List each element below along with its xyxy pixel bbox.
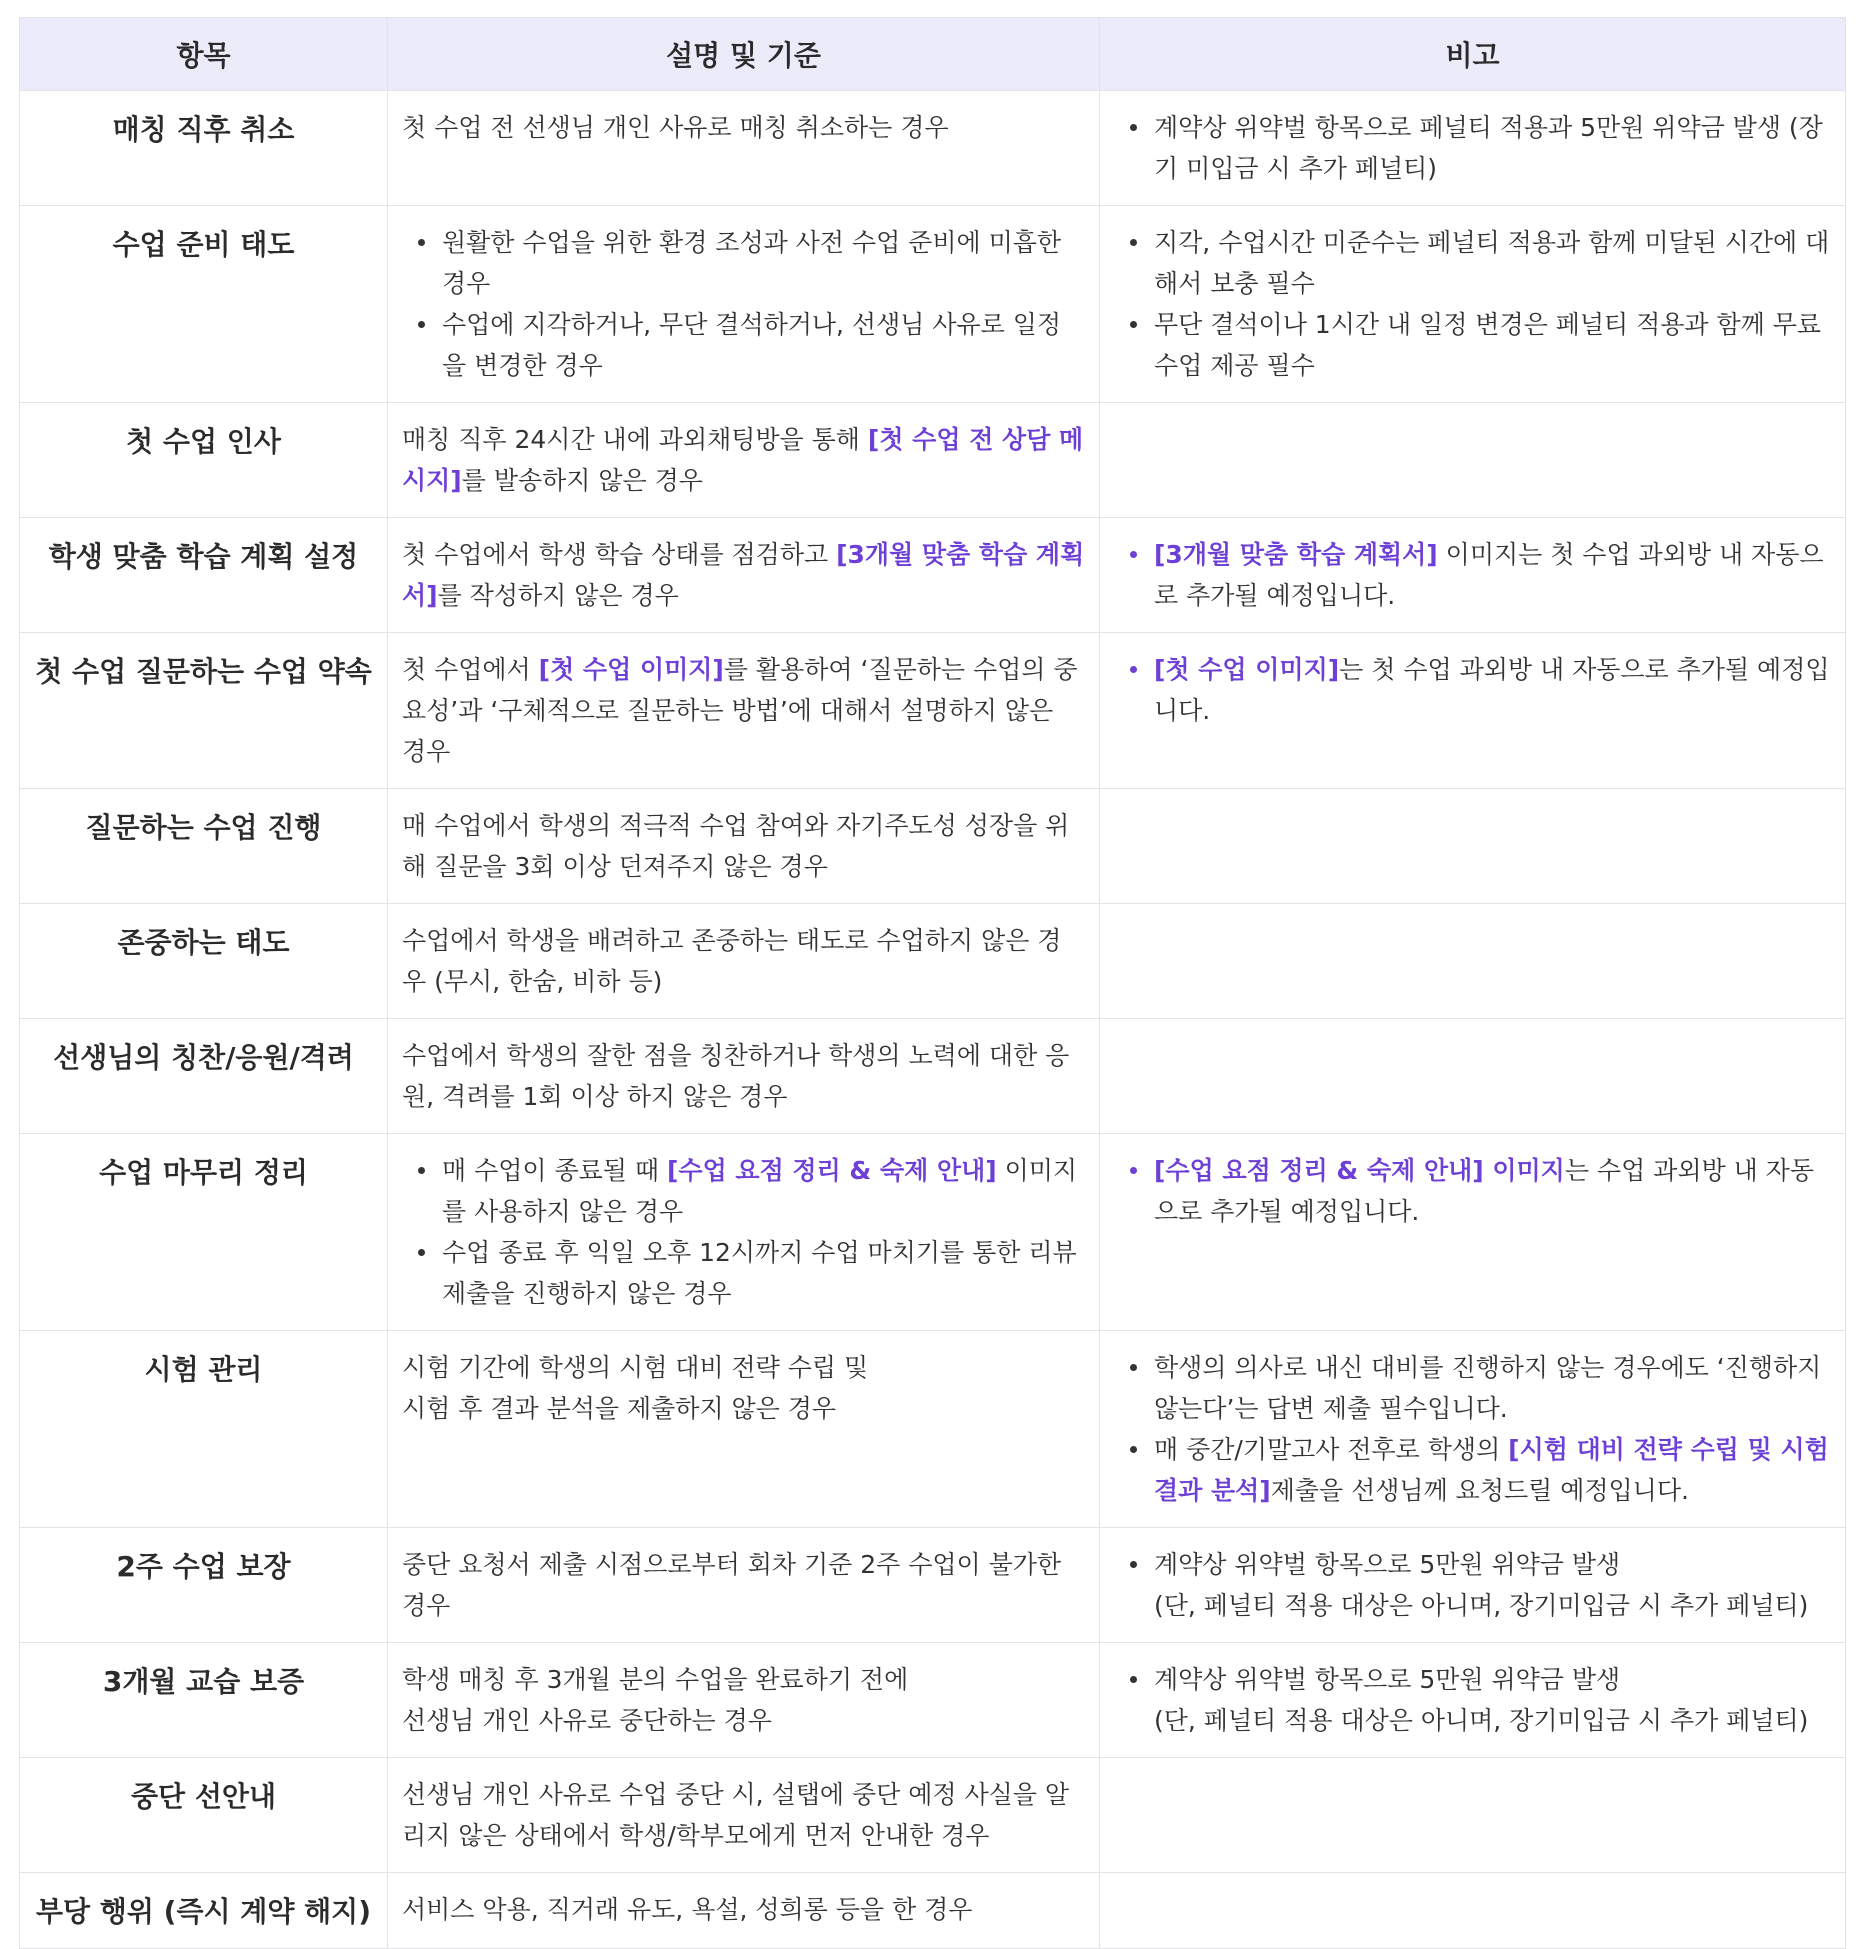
description-line: 시험 후 결과 분석을 제출하지 않은 경우 xyxy=(402,1394,837,1423)
row-item: 3개월 교습 보증 xyxy=(20,1643,388,1758)
table-row xyxy=(20,1643,1846,1758)
highlight-link: [첫 수업 이미지] xyxy=(538,655,724,684)
row-note xyxy=(1100,1134,1846,1331)
row-note xyxy=(1100,403,1846,518)
header-item: 항목 xyxy=(20,18,388,91)
description-line: 선생님 개인 사유로 중단하는 경우 xyxy=(402,1706,772,1735)
description-bullet: 수업에 지각하거나, 무단 결석하거나, 선생님 사유로 일정을 변경한 경우 xyxy=(442,304,1085,386)
row-note xyxy=(1100,206,1846,403)
note-text: 매 중간/기말고사 전후로 학생의 xyxy=(1154,1435,1509,1464)
row-description xyxy=(388,633,1100,789)
note-bullet: 계약상 위약벌 항목으로 페널티 적용과 5만원 위약금 발생 (장기 미입금 시 추가 페널티) xyxy=(1154,107,1831,189)
table-row xyxy=(20,1134,1846,1331)
row-note xyxy=(1100,1331,1846,1528)
note-bullet: 무단 결석이나 1시간 내 일정 변경은 페널티 적용과 함께 무료 수업 제공 필수 xyxy=(1154,304,1831,386)
row-item: 시험 관리 xyxy=(20,1331,388,1528)
table-row xyxy=(20,1019,1846,1134)
highlight-link: [시험 대비 전략 수립 및 시험 결과 분석] xyxy=(1154,1435,1829,1505)
row-item: 부당 행위 (즉시 계약 해지) xyxy=(20,1873,388,1949)
row-description: 매 수업에서 학생의 적극적 수업 참여와 자기주도성 성장을 위해 질문을 3회 이상 던져주지 않은 경우 xyxy=(388,789,1100,904)
row-description: 수업에서 학생의 잘한 점을 칭찬하거나 학생의 노력에 대한 응원, 격려를 1회 이상 하지 않은 경우 xyxy=(388,1019,1100,1134)
description-text: 를 활용하여 ‘질문하는 수업의 중요성’과 ‘구체적으로 질문하는 방법’에 대해서 설명하지 않은 경우 xyxy=(402,655,1078,766)
row-item: 수업 마무리 정리 xyxy=(20,1134,388,1331)
row-item: 선생님의 칭찬/응원/격려 xyxy=(20,1019,388,1134)
note-line: (단, 페널티 적용 대상은 아니며, 장기미입금 시 추가 페널티) xyxy=(1154,1706,1809,1735)
row-description xyxy=(388,1643,1100,1758)
row-description xyxy=(388,206,1100,403)
highlight-link: [3개월 맞춤 학습 계획서] xyxy=(402,540,1085,610)
row-item: 중단 선안내 xyxy=(20,1758,388,1873)
row-item: 매칭 직후 취소 xyxy=(20,91,388,206)
note-text: 이미지는 첫 수업 과외방 내 자동으로 추가될 예정입니다. xyxy=(1154,540,1824,610)
row-item: 첫 수업 질문하는 수업 약속 xyxy=(20,633,388,789)
description-line: 시험 기간에 학생의 시험 대비 전략 수립 및 xyxy=(402,1353,869,1382)
note-line: 계약상 위약벌 항목으로 5만원 위약금 발생 xyxy=(1154,1665,1621,1694)
table-row xyxy=(20,1758,1846,1873)
row-note xyxy=(1100,904,1846,1019)
row-note xyxy=(1100,1528,1846,1643)
row-note xyxy=(1100,633,1846,789)
row-description xyxy=(388,1134,1100,1331)
row-item: 존중하는 태도 xyxy=(20,904,388,1019)
table-header-row xyxy=(20,18,1846,91)
note-text: 는 수업 과외방 내 자동으로 추가될 예정입니다. xyxy=(1154,1156,1814,1226)
description-text: 를 작성하지 않은 경우 xyxy=(437,581,679,610)
table-row xyxy=(20,1873,1846,1949)
note-bullet xyxy=(1154,1150,1831,1232)
row-description: 첫 수업 전 선생님 개인 사유로 매칭 취소하는 경우 xyxy=(388,91,1100,206)
row-description xyxy=(388,518,1100,633)
note-bullet xyxy=(1154,649,1831,731)
policy-table-container xyxy=(19,17,1845,1949)
description-text: 매 수업이 종료될 때 xyxy=(442,1156,667,1185)
description-line: 학생 매칭 후 3개월 분의 수업을 완료하기 전에 xyxy=(402,1665,909,1694)
description-text: 첫 수업에서 학생 학습 상태를 점검하고 xyxy=(402,540,837,569)
note-line: 계약상 위약벌 항목으로 5만원 위약금 발생 xyxy=(1154,1550,1621,1579)
row-description: 수업에서 학생을 배려하고 존중하는 태도로 수업하지 않은 경우 (무시, 한숨, 비하 등) xyxy=(388,904,1100,1019)
row-description xyxy=(388,1331,1100,1528)
row-description: 중단 요청서 제출 시점으로부터 회차 기준 2주 수업이 불가한 경우 xyxy=(388,1528,1100,1643)
row-note xyxy=(1100,518,1846,633)
note-bullet xyxy=(1154,1544,1831,1626)
row-description xyxy=(388,403,1100,518)
highlight-link: [수업 요점 정리 & 숙제 안내] xyxy=(667,1156,997,1185)
description-text: 첫 수업에서 xyxy=(402,655,539,684)
row-item: 첫 수업 인사 xyxy=(20,403,388,518)
note-bullet: 지각, 수업시간 미준수는 페널티 적용과 함께 미달된 시간에 대해서 보충 필수 xyxy=(1154,222,1831,304)
row-note xyxy=(1100,1758,1846,1873)
table-row xyxy=(20,91,1846,206)
table-row xyxy=(20,789,1846,904)
note-bullet xyxy=(1154,534,1831,616)
note-line: (단, 페널티 적용 대상은 아니며, 장기미입금 시 추가 페널티) xyxy=(1154,1591,1809,1620)
policy-table xyxy=(19,17,1846,1949)
table-row xyxy=(20,206,1846,403)
header-note: 비고 xyxy=(1100,18,1846,91)
description-bullet xyxy=(442,1150,1085,1232)
header-description: 설명 및 기준 xyxy=(388,18,1100,91)
description-text: 이미지를 사용하지 않은 경우 xyxy=(442,1156,1078,1226)
highlight-link: [3개월 맞춤 학습 계획서] xyxy=(1154,540,1438,569)
row-note xyxy=(1100,1019,1846,1134)
highlight-link: [첫 수업 이미지] xyxy=(1154,655,1340,684)
note-text: 는 첫 수업 과외방 내 자동으로 추가될 예정입니다. xyxy=(1154,655,1830,725)
table-row xyxy=(20,904,1846,1019)
note-bullet xyxy=(1154,1659,1831,1741)
highlight-link: [첫 수업 전 상담 메시지] xyxy=(402,425,1084,495)
row-item: 수업 준비 태도 xyxy=(20,206,388,403)
row-note xyxy=(1100,91,1846,206)
row-item: 학생 맞춤 학습 계획 설정 xyxy=(20,518,388,633)
row-description: 선생님 개인 사유로 수업 중단 시, 설탭에 중단 예정 사실을 알리지 않은 상태에서 학생/학부모에게 먼저 안내한 경우 xyxy=(388,1758,1100,1873)
note-bullet xyxy=(1154,1429,1831,1511)
description-bullet: 원활한 수업을 위한 환경 조성과 사전 수업 준비에 미흡한 경우 xyxy=(442,222,1085,304)
row-note xyxy=(1100,1873,1846,1949)
row-item: 2주 수업 보장 xyxy=(20,1528,388,1643)
row-item: 질문하는 수업 진행 xyxy=(20,789,388,904)
row-description: 서비스 악용, 직거래 유도, 욕설, 성희롱 등을 한 경우 xyxy=(388,1873,1100,1949)
note-bullet: 학생의 의사로 내신 대비를 진행하지 않는 경우에도 ‘진행하지 않는다’는 답변 제출 필수입니다. xyxy=(1154,1347,1831,1429)
table-row xyxy=(20,1528,1846,1643)
description-bullet: 수업 종료 후 익일 오후 12시까지 수업 마치기를 통한 리뷰 제출을 진행하지 않은 경우 xyxy=(442,1232,1085,1314)
note-text: 제출을 선생님께 요청드릴 예정입니다. xyxy=(1270,1476,1689,1505)
table-row xyxy=(20,403,1846,518)
table-row xyxy=(20,1331,1846,1528)
highlight-link: [수업 요점 정리 & 숙제 안내] 이미지 xyxy=(1154,1156,1565,1185)
description-text: 를 발송하지 않은 경우 xyxy=(461,466,703,495)
row-note xyxy=(1100,789,1846,904)
table-row xyxy=(20,633,1846,789)
row-note xyxy=(1100,1643,1846,1758)
table-row xyxy=(20,518,1846,633)
description-text: 매칭 직후 24시간 내에 과외채팅방을 통해 xyxy=(402,425,868,454)
